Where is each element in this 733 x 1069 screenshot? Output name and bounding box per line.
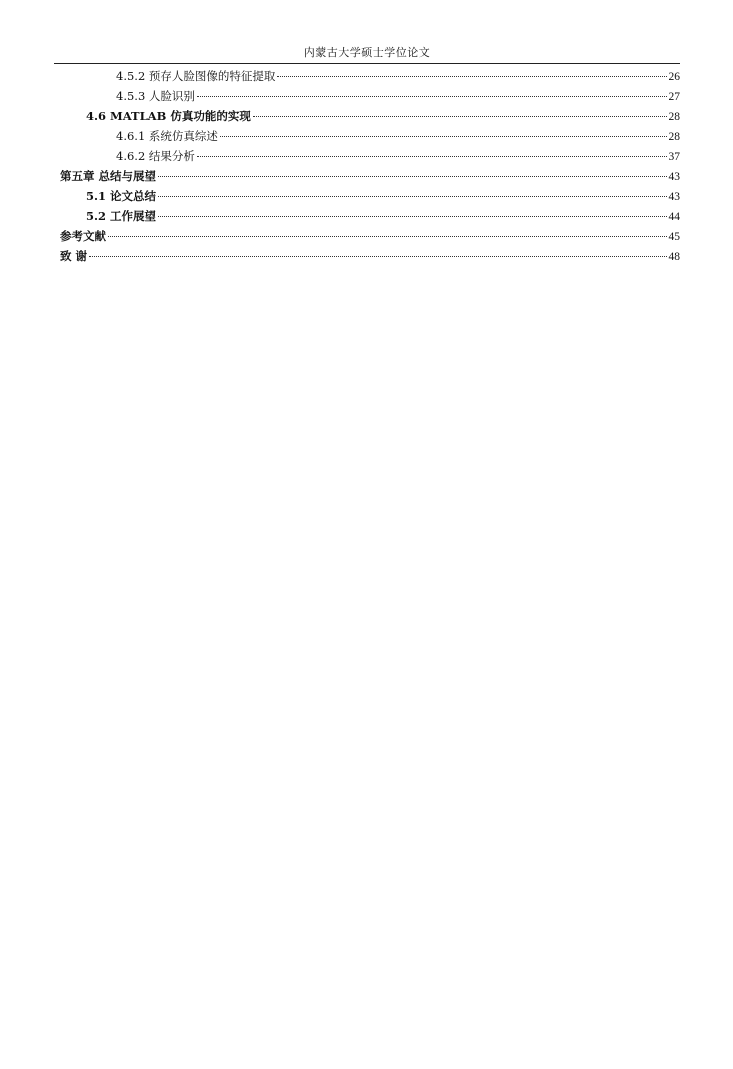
toc-entry-page: 27 <box>668 91 680 103</box>
toc-entry[interactable] <box>60 226 680 246</box>
toc-entry-title: 致 谢 <box>60 249 88 263</box>
toc-leader-dots <box>108 236 667 237</box>
toc-leader-dots <box>253 116 667 117</box>
toc-leader-dots <box>158 176 666 177</box>
toc-entry[interactable] <box>116 126 680 146</box>
toc-entry-title: 4.6 MATLAB 仿真功能的实现 <box>86 109 251 123</box>
toc-leader-dots <box>197 96 667 97</box>
toc-entry[interactable] <box>86 186 680 206</box>
toc-entry-page: 43 <box>668 171 680 183</box>
toc-entry[interactable] <box>86 206 680 226</box>
toc-entry-page: 45 <box>668 231 680 243</box>
toc-entry-page: 43 <box>668 191 680 203</box>
toc-entry-title: 参考文献 <box>60 229 106 243</box>
toc-entry[interactable] <box>116 86 680 106</box>
toc-leader-dots <box>158 216 666 217</box>
running-header <box>54 44 680 64</box>
toc-entry-title: 第五章 总结与展望 <box>60 169 157 183</box>
toc-entry-page: 28 <box>668 131 680 143</box>
toc-entry-title: 5.1 论文总结 <box>86 189 157 203</box>
toc-leader-dots <box>220 136 667 137</box>
toc-leader-dots <box>158 196 666 197</box>
toc-entry-page: 37 <box>668 151 680 163</box>
toc-entry-title: 4.5.2 预存人脸图像的特征提取 <box>116 69 276 83</box>
toc-entry[interactable] <box>116 146 680 166</box>
toc-entry[interactable] <box>86 106 680 126</box>
toc-entry-page: 28 <box>668 111 680 123</box>
toc-entry-page: 26 <box>668 71 680 83</box>
toc-entry-title: 5.2 工作展望 <box>86 209 157 223</box>
toc-entry-title: 4.5.3 人脸识别 <box>116 89 195 103</box>
toc-entry[interactable] <box>60 246 680 266</box>
toc-entry[interactable] <box>116 66 680 86</box>
toc-entry[interactable] <box>60 166 680 186</box>
toc-leader-dots <box>197 156 667 157</box>
toc-entry-page: 44 <box>668 211 680 223</box>
toc-entry-title: 4.6.2 结果分析 <box>116 149 195 163</box>
toc-leader-dots <box>89 256 666 257</box>
running-header-title: 内蒙古大学硕士学位论文 <box>303 46 431 59</box>
toc-leader-dots <box>277 76 666 77</box>
toc-entry-title: 4.6.1 系统仿真综述 <box>116 129 218 143</box>
toc-entry-page: 48 <box>668 251 680 263</box>
